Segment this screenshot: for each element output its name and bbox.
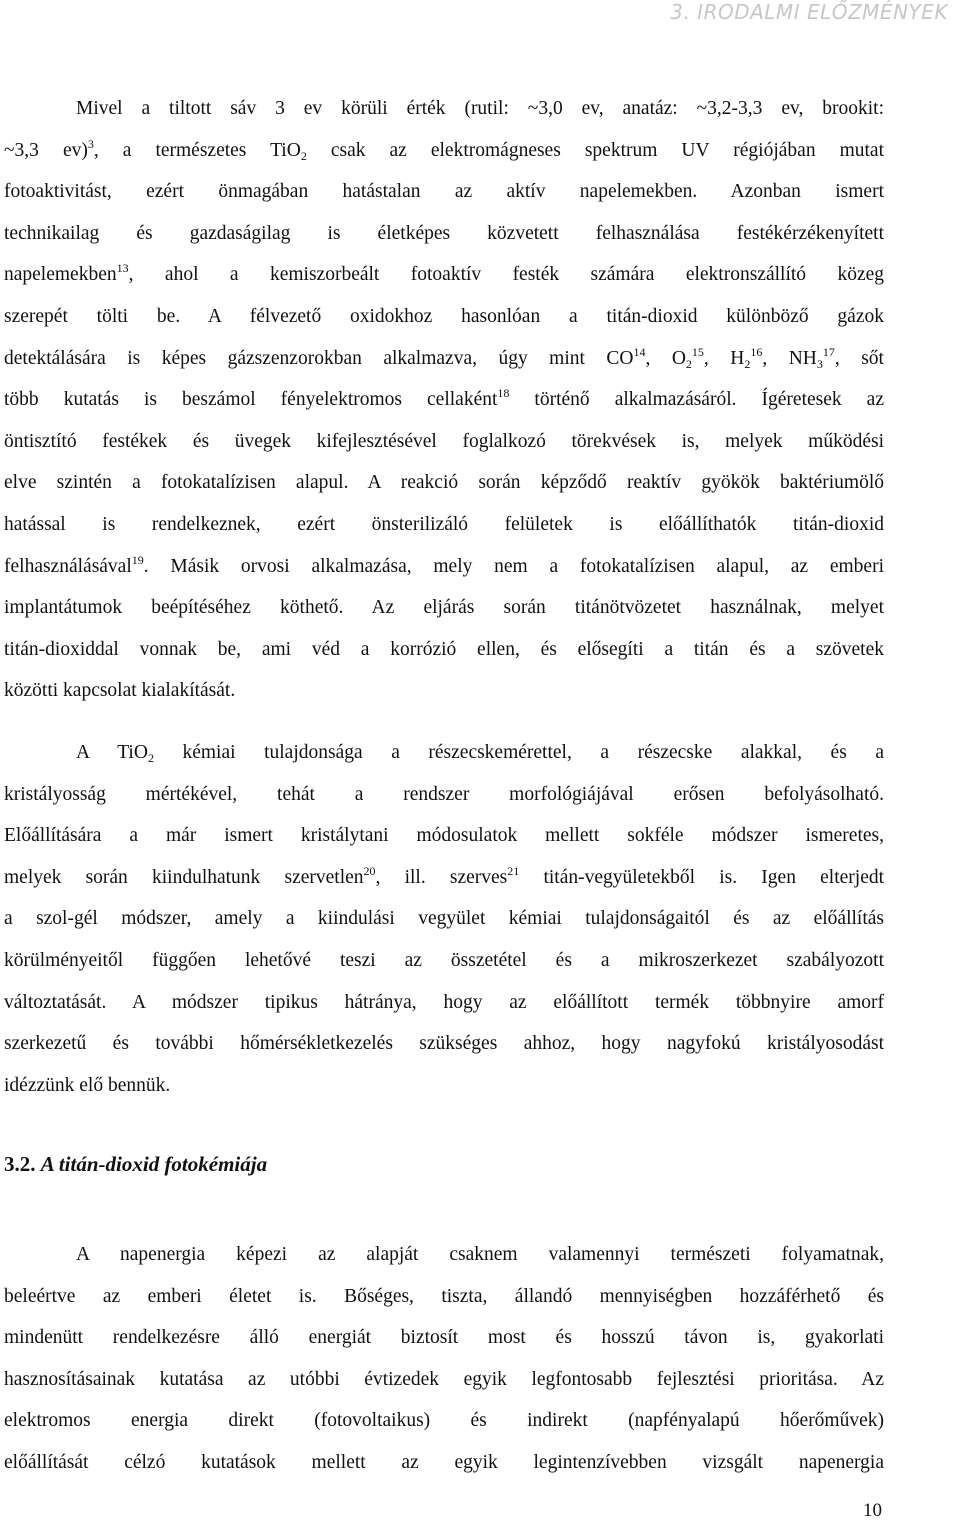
subscript: 2 bbox=[300, 148, 307, 163]
reference-superscript: 15 bbox=[691, 344, 704, 359]
text-line: ~3,3 ev)$^3$, a természetes TiO$_2$ csak az elektromágneses spektrum UV régiójában mutat bbox=[4, 136, 885, 163]
text-line: technikailag és gazdaságilag is életképes közvetett felhasználása festékérzékenyített bbox=[4, 222, 884, 244]
text-line: változtatását. A módszer tipikus hátránya, hogy az előállított termék többnyire amorf bbox=[4, 991, 884, 1013]
reference-superscript: 3 bbox=[87, 136, 94, 151]
text-line: napelemekben$^{13}$, ahol a kemiszorbeált fotoaktív festék számára elektronszállító közeg bbox=[4, 261, 884, 286]
reference-superscript: 18 bbox=[497, 386, 510, 401]
text-line: Mivel a tiltott sáv 3 ev körüli érték (rutil: ~3,0 ev, anatáz: ~3,2-3,3 ev, brookit: bbox=[76, 98, 884, 119]
text-line: hatással is rendelkeznek, ezért önsterilizáló felületek is előállíthatók titán-dioxid bbox=[4, 513, 884, 535]
text-line: közötti kapcsolat kialakítását. bbox=[4, 680, 236, 702]
section-heading bbox=[4, 1152, 267, 1177]
text-line: kristályosság mértékével, tehát a rendszer morfológiájával erősen befolyásolható. bbox=[4, 783, 884, 805]
text-line: Előállítására a már ismert kristálytani módosulatok mellett sokféle módszer ismeretes, bbox=[4, 825, 884, 847]
text-line: A napenergia képezi az alapját csaknem valamennyi természeti folyamatnak, bbox=[76, 1244, 884, 1265]
reference-superscript: 14 bbox=[633, 344, 646, 359]
text-line: a szol-gél módszer, amely a kiindulási vegyület kémiai tulajdonságaitól és az előállítás bbox=[4, 908, 884, 930]
text-line: előállítását célzó kutatások mellett az egyik legintenzívebben vizsgált napenergia bbox=[4, 1451, 884, 1473]
text-line: szerkezetű és további hőmérsékletkezelés szükséges ahhoz, hogy nagyfokú kristályosodást bbox=[4, 1033, 884, 1055]
subscript: 2 bbox=[685, 356, 692, 371]
text-line: titán-dioxiddal vonnak be, ami véd a korrózió ellen, és elősegíti a titán és a szövetek bbox=[4, 638, 884, 660]
text-line: fotoaktivitást, ezért önmagában hatástalan az aktív napelemekben. Azonban ismert bbox=[4, 181, 884, 203]
text-line: több kutatás is beszámol fényelektromos cellaként$^{18}$ történő alkalmazásáról. Ígéretesek az bbox=[4, 386, 884, 411]
text-line: detektálására is képes gázszenzorokban alkalmazva, úgy mint CO$^{14}$, $O_2^{15}$, $H_2^{16}$, $NH_3^{17}$, sőt bbox=[4, 344, 884, 371]
reference-superscript: 13 bbox=[116, 261, 129, 276]
subscript: 2 bbox=[744, 356, 751, 371]
reference-superscript: 16 bbox=[750, 344, 763, 359]
text-line: mindenütt rendelkezésre álló energiát biztosít most és hosszú távon is, gyakorlati bbox=[4, 1327, 884, 1349]
text-line: öntisztító festékek és üvegek kifejlesztésével foglalkozó törekvések is, melyek működési bbox=[4, 430, 884, 452]
text-line: hasznosításainak kutatása az utóbbi évtizedek egyik legfontosabb fejlesztési prioritása. Az bbox=[4, 1368, 884, 1390]
text-line: elektromos energia direkt (fotovoltaikus) és indirekt (napfényalapú hőerőművek) bbox=[4, 1410, 884, 1432]
page-number: 10 bbox=[863, 1500, 882, 1521]
text-line: körülményeitől függően lehetővé teszi az összetétel és a mikroszerkezet szabályozott bbox=[4, 949, 884, 971]
text-line: szerepét tölti be. A félvezető oxidokhoz hasonlóan a titán-dioxid különböző gázok bbox=[4, 305, 884, 327]
reference-superscript: 19 bbox=[131, 552, 144, 567]
subscript: 2 bbox=[147, 751, 154, 765]
subscript: 3 bbox=[816, 356, 823, 371]
text-line: implantátumok beépítéséhez köthető. Az eljárás során titánötvözetet használnak, melyet bbox=[4, 597, 884, 619]
reference-superscript: 17 bbox=[822, 344, 835, 359]
section-title: A titán-dioxid fotokémiája bbox=[40, 1152, 268, 1176]
text-line: elve szintén a fotokatalízisen alapul. A reakció során képződő reaktív gyökök baktériumölő bbox=[4, 472, 884, 494]
paragraph-1 bbox=[4, 88, 884, 712]
text-line: beleértve az emberi életet is. Bőséges, tiszta, állandó mennyiségben hozzáférhető és bbox=[4, 1285, 884, 1307]
running-header: 3. IRODALMI ELŐZMÉNYEK bbox=[670, 0, 948, 24]
text-line: melyek során kiindulhatunk szervetlen$^{20}$, ill. szerves$^{21}$ titán-vegyületekből is. Igen elterjedt bbox=[4, 863, 885, 888]
reference-superscript: 21 bbox=[507, 863, 520, 878]
text-line: felhasználásával$^{19}$. Másik orvosi alkalmazása, mely nem a fotokatalízisen alapul, az emberi bbox=[4, 552, 884, 577]
paragraph-2 bbox=[4, 732, 884, 1106]
reference-superscript: 20 bbox=[363, 863, 376, 878]
section-number: 3.2. bbox=[4, 1152, 36, 1176]
paragraph-3 bbox=[4, 1234, 884, 1484]
text-line: idézzünk elő bennük. bbox=[4, 1074, 171, 1096]
text-line: A TiO$_2$ kémiai tulajdonsága a részecskemérettel, a részecske alakkal, és a bbox=[76, 742, 884, 765]
